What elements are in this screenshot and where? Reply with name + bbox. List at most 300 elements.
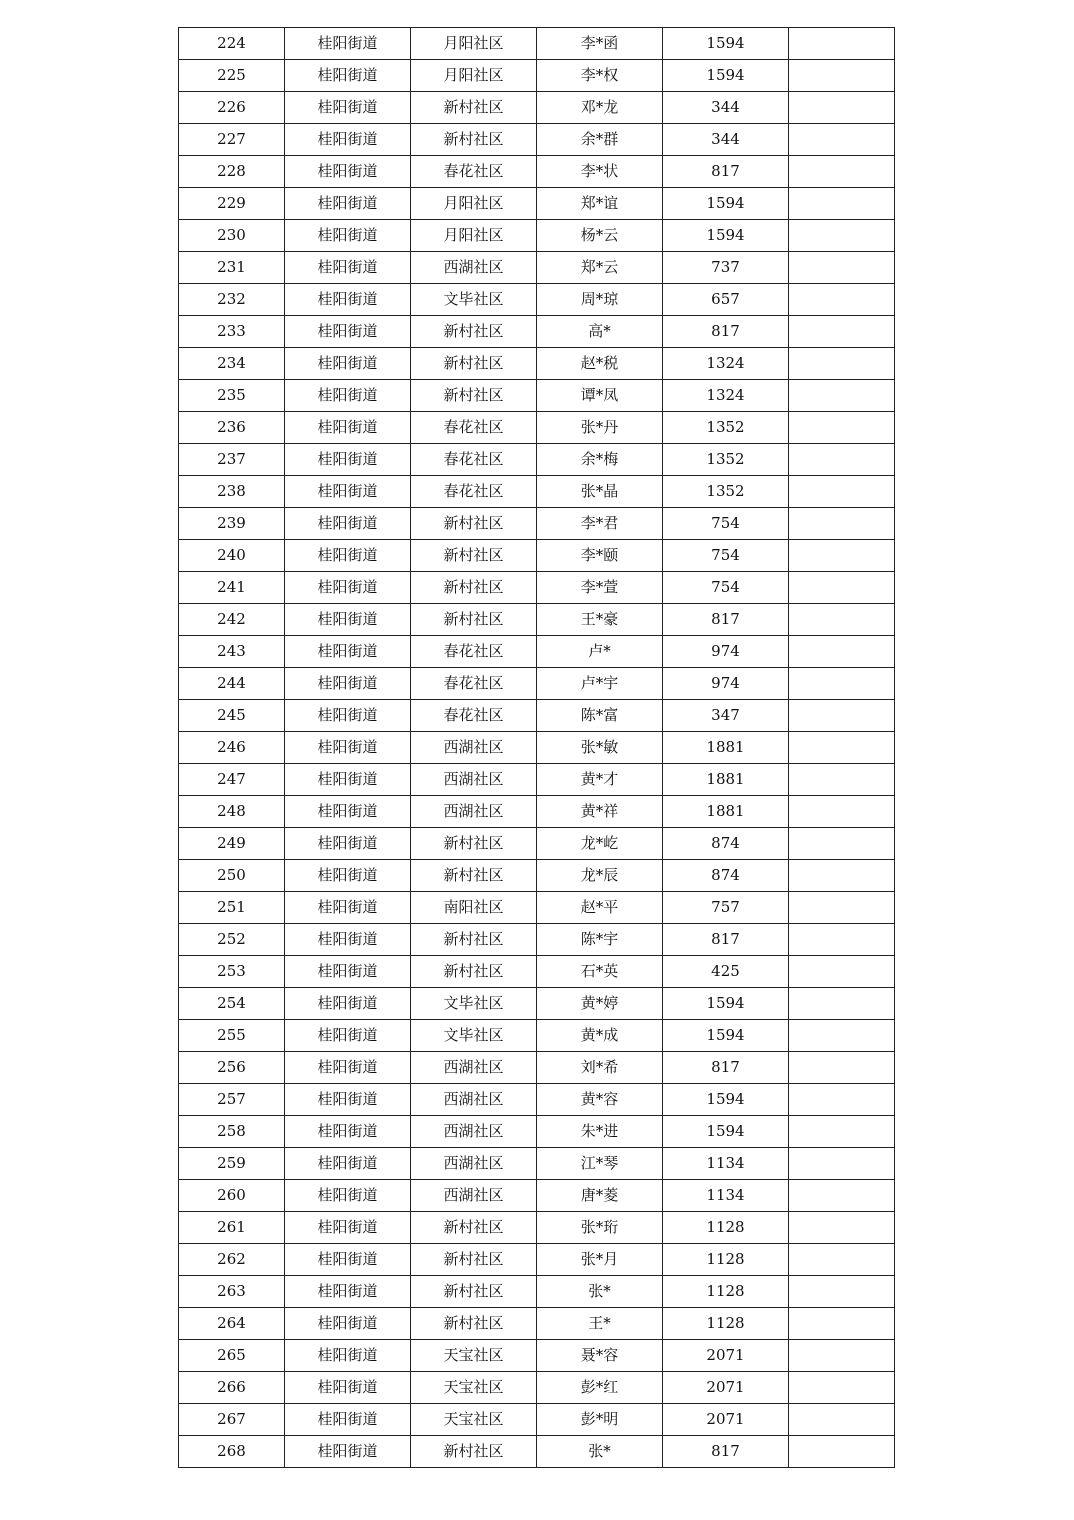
community-cell: 春花社区 [411, 444, 537, 476]
table-row [179, 700, 895, 732]
name-cell: 郑*云 [537, 252, 663, 284]
amount-cell: 874 [663, 860, 789, 892]
name-cell: 余*梅 [537, 444, 663, 476]
table-row [179, 860, 895, 892]
table-row [179, 1052, 895, 1084]
name-cell: 黄*才 [537, 764, 663, 796]
street-cell: 桂阳街道 [285, 60, 411, 92]
amount-cell: 344 [663, 92, 789, 124]
street-cell: 桂阳街道 [285, 252, 411, 284]
row-number-cell: 240 [179, 540, 285, 572]
remark-cell [789, 572, 895, 604]
remark-cell [789, 220, 895, 252]
street-cell: 桂阳街道 [285, 700, 411, 732]
street-cell: 桂阳街道 [285, 1340, 411, 1372]
amount-cell: 737 [663, 252, 789, 284]
community-cell: 文毕社区 [411, 1020, 537, 1052]
name-cell: 周*琼 [537, 284, 663, 316]
table-row [179, 284, 895, 316]
street-cell: 桂阳街道 [285, 924, 411, 956]
name-cell: 李*状 [537, 156, 663, 188]
row-number-cell: 259 [179, 1148, 285, 1180]
table-row [179, 1180, 895, 1212]
row-number-cell: 228 [179, 156, 285, 188]
row-number-cell: 268 [179, 1436, 285, 1468]
name-cell: 彭*明 [537, 1404, 663, 1436]
amount-cell: 817 [663, 156, 789, 188]
amount-cell: 1128 [663, 1244, 789, 1276]
community-cell: 月阳社区 [411, 28, 537, 60]
name-cell: 黄*成 [537, 1020, 663, 1052]
remark-cell [789, 1116, 895, 1148]
remark-cell [789, 28, 895, 60]
remark-cell [789, 92, 895, 124]
community-cell: 天宝社区 [411, 1372, 537, 1404]
table-row [179, 828, 895, 860]
remark-cell [789, 1212, 895, 1244]
community-cell: 春花社区 [411, 156, 537, 188]
row-number-cell: 265 [179, 1340, 285, 1372]
amount-cell: 1134 [663, 1148, 789, 1180]
community-cell: 西湖社区 [411, 1148, 537, 1180]
street-cell: 桂阳街道 [285, 380, 411, 412]
amount-cell: 817 [663, 1052, 789, 1084]
amount-cell: 1352 [663, 476, 789, 508]
remark-cell [789, 284, 895, 316]
street-cell: 桂阳街道 [285, 1404, 411, 1436]
amount-cell: 1594 [663, 1020, 789, 1052]
community-cell: 西湖社区 [411, 732, 537, 764]
name-cell: 张*晶 [537, 476, 663, 508]
street-cell: 桂阳街道 [285, 156, 411, 188]
table-row [179, 444, 895, 476]
name-cell: 谭*凤 [537, 380, 663, 412]
name-cell: 张*敏 [537, 732, 663, 764]
table-row [179, 1308, 895, 1340]
table-row [179, 732, 895, 764]
remark-cell [789, 636, 895, 668]
remark-cell [789, 668, 895, 700]
name-cell: 张*丹 [537, 412, 663, 444]
row-number-cell: 256 [179, 1052, 285, 1084]
table-row [179, 60, 895, 92]
name-cell: 余*群 [537, 124, 663, 156]
remark-cell [789, 124, 895, 156]
amount-cell: 1594 [663, 1116, 789, 1148]
amount-cell: 1881 [663, 732, 789, 764]
table-row [179, 124, 895, 156]
amount-cell: 1594 [663, 220, 789, 252]
amount-cell: 1594 [663, 28, 789, 60]
community-cell: 新村社区 [411, 1276, 537, 1308]
row-number-cell: 239 [179, 508, 285, 540]
street-cell: 桂阳街道 [285, 1276, 411, 1308]
row-number-cell: 266 [179, 1372, 285, 1404]
remark-cell [789, 1340, 895, 1372]
amount-cell: 2071 [663, 1372, 789, 1404]
street-cell: 桂阳街道 [285, 284, 411, 316]
community-cell: 月阳社区 [411, 188, 537, 220]
name-cell: 朱*进 [537, 1116, 663, 1148]
row-number-cell: 262 [179, 1244, 285, 1276]
roster-table-body [179, 28, 895, 1468]
name-cell: 张*珩 [537, 1212, 663, 1244]
amount-cell: 974 [663, 636, 789, 668]
remark-cell [789, 1276, 895, 1308]
remark-cell [789, 1020, 895, 1052]
amount-cell: 817 [663, 604, 789, 636]
name-cell: 王* [537, 1308, 663, 1340]
row-number-cell: 237 [179, 444, 285, 476]
row-number-cell: 241 [179, 572, 285, 604]
amount-cell: 754 [663, 508, 789, 540]
name-cell: 李*萱 [537, 572, 663, 604]
remark-cell [789, 796, 895, 828]
street-cell: 桂阳街道 [285, 796, 411, 828]
remark-cell [789, 764, 895, 796]
row-number-cell: 251 [179, 892, 285, 924]
name-cell: 郑*谊 [537, 188, 663, 220]
table-row [179, 1372, 895, 1404]
table-row [179, 1020, 895, 1052]
amount-cell: 347 [663, 700, 789, 732]
amount-cell: 1352 [663, 412, 789, 444]
community-cell: 西湖社区 [411, 796, 537, 828]
name-cell: 赵*税 [537, 348, 663, 380]
row-number-cell: 232 [179, 284, 285, 316]
roster-table [178, 27, 895, 1468]
row-number-cell: 263 [179, 1276, 285, 1308]
table-row [179, 668, 895, 700]
row-number-cell: 245 [179, 700, 285, 732]
name-cell: 李*权 [537, 60, 663, 92]
remark-cell [789, 860, 895, 892]
amount-cell: 874 [663, 828, 789, 860]
remark-cell [789, 892, 895, 924]
row-number-cell: 226 [179, 92, 285, 124]
table-row [179, 316, 895, 348]
name-cell: 龙*屹 [537, 828, 663, 860]
row-number-cell: 234 [179, 348, 285, 380]
community-cell: 新村社区 [411, 572, 537, 604]
row-number-cell: 267 [179, 1404, 285, 1436]
community-cell: 西湖社区 [411, 1116, 537, 1148]
row-number-cell: 261 [179, 1212, 285, 1244]
name-cell: 张* [537, 1276, 663, 1308]
street-cell: 桂阳街道 [285, 1148, 411, 1180]
community-cell: 新村社区 [411, 604, 537, 636]
community-cell: 天宝社区 [411, 1340, 537, 1372]
amount-cell: 1134 [663, 1180, 789, 1212]
name-cell: 聂*容 [537, 1340, 663, 1372]
community-cell: 天宝社区 [411, 1404, 537, 1436]
table-row [179, 476, 895, 508]
table-row [179, 1340, 895, 1372]
name-cell: 李*颐 [537, 540, 663, 572]
amount-cell: 1128 [663, 1276, 789, 1308]
table-row [179, 1404, 895, 1436]
table-row [179, 380, 895, 412]
street-cell: 桂阳街道 [285, 1436, 411, 1468]
remark-cell [789, 508, 895, 540]
street-cell: 桂阳街道 [285, 540, 411, 572]
name-cell: 江*琴 [537, 1148, 663, 1180]
table-row [179, 348, 895, 380]
remark-cell [789, 956, 895, 988]
table-row [179, 508, 895, 540]
amount-cell: 344 [663, 124, 789, 156]
amount-cell: 1352 [663, 444, 789, 476]
name-cell: 李*函 [537, 28, 663, 60]
community-cell: 西湖社区 [411, 764, 537, 796]
community-cell: 新村社区 [411, 1436, 537, 1468]
community-cell: 春花社区 [411, 636, 537, 668]
row-number-cell: 242 [179, 604, 285, 636]
amount-cell: 817 [663, 1436, 789, 1468]
remark-cell [789, 476, 895, 508]
street-cell: 桂阳街道 [285, 508, 411, 540]
street-cell: 桂阳街道 [285, 348, 411, 380]
community-cell: 新村社区 [411, 348, 537, 380]
remark-cell [789, 60, 895, 92]
table-row [179, 156, 895, 188]
remark-cell [789, 412, 895, 444]
street-cell: 桂阳街道 [285, 1180, 411, 1212]
remark-cell [789, 444, 895, 476]
remark-cell [789, 316, 895, 348]
remark-cell [789, 828, 895, 860]
name-cell: 张* [537, 1436, 663, 1468]
community-cell: 南阳社区 [411, 892, 537, 924]
amount-cell: 2071 [663, 1340, 789, 1372]
amount-cell: 817 [663, 924, 789, 956]
row-number-cell: 250 [179, 860, 285, 892]
community-cell: 新村社区 [411, 1244, 537, 1276]
amount-cell: 1128 [663, 1212, 789, 1244]
remark-cell [789, 700, 895, 732]
table-row [179, 220, 895, 252]
row-number-cell: 229 [179, 188, 285, 220]
street-cell: 桂阳街道 [285, 764, 411, 796]
name-cell: 黄*婷 [537, 988, 663, 1020]
amount-cell: 754 [663, 572, 789, 604]
street-cell: 桂阳街道 [285, 892, 411, 924]
name-cell: 唐*菱 [537, 1180, 663, 1212]
amount-cell: 1594 [663, 188, 789, 220]
row-number-cell: 246 [179, 732, 285, 764]
name-cell: 陈*宇 [537, 924, 663, 956]
table-row [179, 1436, 895, 1468]
street-cell: 桂阳街道 [285, 188, 411, 220]
community-cell: 月阳社区 [411, 220, 537, 252]
amount-cell: 657 [663, 284, 789, 316]
row-number-cell: 257 [179, 1084, 285, 1116]
row-number-cell: 264 [179, 1308, 285, 1340]
amount-cell: 1324 [663, 348, 789, 380]
street-cell: 桂阳街道 [285, 572, 411, 604]
amount-cell: 1594 [663, 988, 789, 1020]
amount-cell: 1594 [663, 1084, 789, 1116]
amount-cell: 2071 [663, 1404, 789, 1436]
row-number-cell: 236 [179, 412, 285, 444]
table-row [179, 636, 895, 668]
remark-cell [789, 1084, 895, 1116]
row-number-cell: 254 [179, 988, 285, 1020]
name-cell: 卢* [537, 636, 663, 668]
community-cell: 月阳社区 [411, 60, 537, 92]
table-row [179, 412, 895, 444]
table-row [179, 796, 895, 828]
street-cell: 桂阳街道 [285, 1020, 411, 1052]
community-cell: 新村社区 [411, 380, 537, 412]
remark-cell [789, 252, 895, 284]
table-row [179, 252, 895, 284]
community-cell: 新村社区 [411, 316, 537, 348]
table-row [179, 188, 895, 220]
row-number-cell: 238 [179, 476, 285, 508]
street-cell: 桂阳街道 [285, 668, 411, 700]
community-cell: 新村社区 [411, 956, 537, 988]
remark-cell [789, 348, 895, 380]
table-row [179, 892, 895, 924]
community-cell: 春花社区 [411, 700, 537, 732]
remark-cell [789, 924, 895, 956]
row-number-cell: 224 [179, 28, 285, 60]
name-cell: 高* [537, 316, 663, 348]
amount-cell: 1128 [663, 1308, 789, 1340]
row-number-cell: 225 [179, 60, 285, 92]
row-number-cell: 258 [179, 1116, 285, 1148]
row-number-cell: 231 [179, 252, 285, 284]
community-cell: 新村社区 [411, 1212, 537, 1244]
street-cell: 桂阳街道 [285, 444, 411, 476]
street-cell: 桂阳街道 [285, 956, 411, 988]
table-row [179, 956, 895, 988]
community-cell: 西湖社区 [411, 1084, 537, 1116]
name-cell: 赵*平 [537, 892, 663, 924]
row-number-cell: 248 [179, 796, 285, 828]
community-cell: 新村社区 [411, 828, 537, 860]
remark-cell [789, 1404, 895, 1436]
name-cell: 邓*龙 [537, 92, 663, 124]
name-cell: 杨*云 [537, 220, 663, 252]
table-row [179, 1244, 895, 1276]
street-cell: 桂阳街道 [285, 1308, 411, 1340]
amount-cell: 757 [663, 892, 789, 924]
table-row [179, 92, 895, 124]
row-number-cell: 243 [179, 636, 285, 668]
street-cell: 桂阳街道 [285, 124, 411, 156]
name-cell: 黄*祥 [537, 796, 663, 828]
community-cell: 西湖社区 [411, 1052, 537, 1084]
street-cell: 桂阳街道 [285, 316, 411, 348]
amount-cell: 817 [663, 316, 789, 348]
remark-cell [789, 1244, 895, 1276]
row-number-cell: 233 [179, 316, 285, 348]
street-cell: 桂阳街道 [285, 1052, 411, 1084]
remark-cell [789, 732, 895, 764]
street-cell: 桂阳街道 [285, 828, 411, 860]
name-cell: 石*英 [537, 956, 663, 988]
row-number-cell: 244 [179, 668, 285, 700]
table-row [179, 28, 895, 60]
street-cell: 桂阳街道 [285, 1084, 411, 1116]
street-cell: 桂阳街道 [285, 28, 411, 60]
street-cell: 桂阳街道 [285, 412, 411, 444]
amount-cell: 1881 [663, 796, 789, 828]
row-number-cell: 230 [179, 220, 285, 252]
street-cell: 桂阳街道 [285, 220, 411, 252]
remark-cell [789, 988, 895, 1020]
community-cell: 新村社区 [411, 1308, 537, 1340]
table-row [179, 1084, 895, 1116]
row-number-cell: 235 [179, 380, 285, 412]
street-cell: 桂阳街道 [285, 1372, 411, 1404]
remark-cell [789, 1148, 895, 1180]
community-cell: 文毕社区 [411, 284, 537, 316]
name-cell: 黄*容 [537, 1084, 663, 1116]
remark-cell [789, 1308, 895, 1340]
community-cell: 新村社区 [411, 92, 537, 124]
table-row [179, 1212, 895, 1244]
street-cell: 桂阳街道 [285, 1212, 411, 1244]
street-cell: 桂阳街道 [285, 92, 411, 124]
table-row [179, 1116, 895, 1148]
community-cell: 西湖社区 [411, 252, 537, 284]
amount-cell: 1324 [663, 380, 789, 412]
amount-cell: 425 [663, 956, 789, 988]
name-cell: 龙*辰 [537, 860, 663, 892]
table-row [179, 764, 895, 796]
community-cell: 西湖社区 [411, 1180, 537, 1212]
remark-cell [789, 604, 895, 636]
street-cell: 桂阳街道 [285, 860, 411, 892]
community-cell: 新村社区 [411, 860, 537, 892]
remark-cell [789, 1180, 895, 1212]
table-row [179, 604, 895, 636]
community-cell: 春花社区 [411, 412, 537, 444]
row-number-cell: 227 [179, 124, 285, 156]
street-cell: 桂阳街道 [285, 1244, 411, 1276]
remark-cell [789, 1052, 895, 1084]
community-cell: 文毕社区 [411, 988, 537, 1020]
remark-cell [789, 188, 895, 220]
row-number-cell: 260 [179, 1180, 285, 1212]
remark-cell [789, 380, 895, 412]
amount-cell: 974 [663, 668, 789, 700]
community-cell: 新村社区 [411, 124, 537, 156]
name-cell: 刘*希 [537, 1052, 663, 1084]
street-cell: 桂阳街道 [285, 988, 411, 1020]
name-cell: 陈*富 [537, 700, 663, 732]
name-cell: 彭*红 [537, 1372, 663, 1404]
table-row [179, 988, 895, 1020]
street-cell: 桂阳街道 [285, 636, 411, 668]
community-cell: 春花社区 [411, 668, 537, 700]
table-row [179, 540, 895, 572]
street-cell: 桂阳街道 [285, 604, 411, 636]
amount-cell: 754 [663, 540, 789, 572]
row-number-cell: 247 [179, 764, 285, 796]
community-cell: 新村社区 [411, 540, 537, 572]
amount-cell: 1881 [663, 764, 789, 796]
street-cell: 桂阳街道 [285, 1116, 411, 1148]
row-number-cell: 252 [179, 924, 285, 956]
remark-cell [789, 540, 895, 572]
remark-cell [789, 1436, 895, 1468]
community-cell: 新村社区 [411, 508, 537, 540]
row-number-cell: 253 [179, 956, 285, 988]
